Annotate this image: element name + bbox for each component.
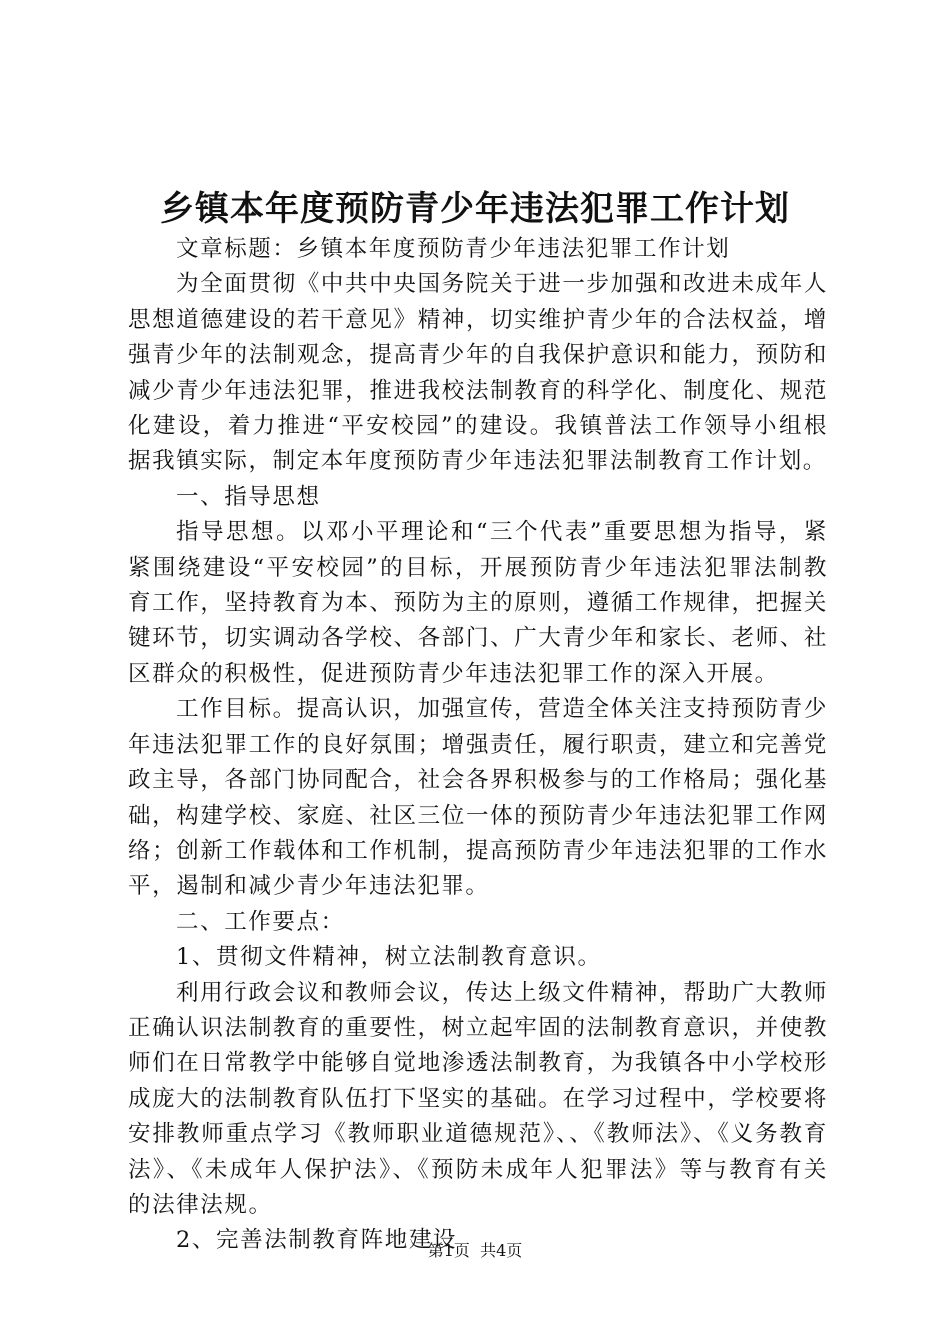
article-title-line: 文章标题：乡镇本年度预防青少年违法犯罪工作计划 <box>176 236 731 262</box>
work-goal-paragraph: 工作目标。提高认识，加强宣传，营造全体关注支持预防青少年违法犯罪工作的良好氛围；增强责任，履行职责，建立和完善党政主导，各部门协同配合，社会各界积极参与的工作格局；强化基础，构建学校、家庭、社区三位一体的预防青少年违法犯罪工作网络；创新工作载体和工作机制，提高预防青少年违法犯罪的工作水平，遏制和减少青少年违法犯罪。 <box>128 696 828 900</box>
document-title: 乡镇本年度预防青少年违法犯罪工作计划 <box>160 189 790 229</box>
intro-paragraph: 为全面贯彻《中共中央国务院关于进一步加强和改进未成年人思想道德建设的若干意见》精神，切实维护青少年的合法权益，增强青少年的法制观念，提高青少年的自我保护意识和能力，预防和减少青少年违法犯罪，推进我校法制教育的科学化、制度化、规范化建设，着力推进“平安校园”的建设。我镇普法工作领导小组根据我镇实际，制定本年度预防青少年违法犯罪法制教育工作计划。 <box>128 271 828 475</box>
work-point-1-paragraph: 利用行政会议和教师会议，传达上级文件精神，帮助广大教师正确认识法制教育的重要性，树立起牢固的法制教育意识，并使教师们在日常教学中能够自觉地渗透法制教育，为我镇各中小学校形成庞大的法制教育队伍打下坚实的基础。在学习过程中，学校要将安排教师重点学习《教师职业道德规范》、、《教师法》、《义务教育法》、《未成年人保护法》、《预防未成年人犯罪法》等与教育有关的法律法规。 <box>128 979 828 1218</box>
section-heading-guiding-thought: 一、指导思想 <box>176 483 321 510</box>
guiding-thought-paragraph: 指导思想。以邓小平理论和“三个代表”重要思想为指导，紧紧围绕建设“平安校园”的目标，开展预防青少年违法犯罪法制教育工作，坚持教育为本、预防为主的原则，遵循工作规律，把握关键环节，切实调动各学校、各部门、广大青少年和家长、老师、社区群众的积极性，促进预防青少年违法犯罪工作的深入开展。 <box>128 519 828 687</box>
work-point-2-heading: 2、完善法制教育阵地建设 <box>176 1227 458 1254</box>
document-body <box>128 232 828 1259</box>
work-point-1-heading: 1、贯彻文件精神，树立法制教育意识。 <box>176 944 602 971</box>
page-footer: 第1页 共4页 <box>427 1241 523 1260</box>
section-heading-work-points: 二、工作要点： <box>176 908 345 935</box>
